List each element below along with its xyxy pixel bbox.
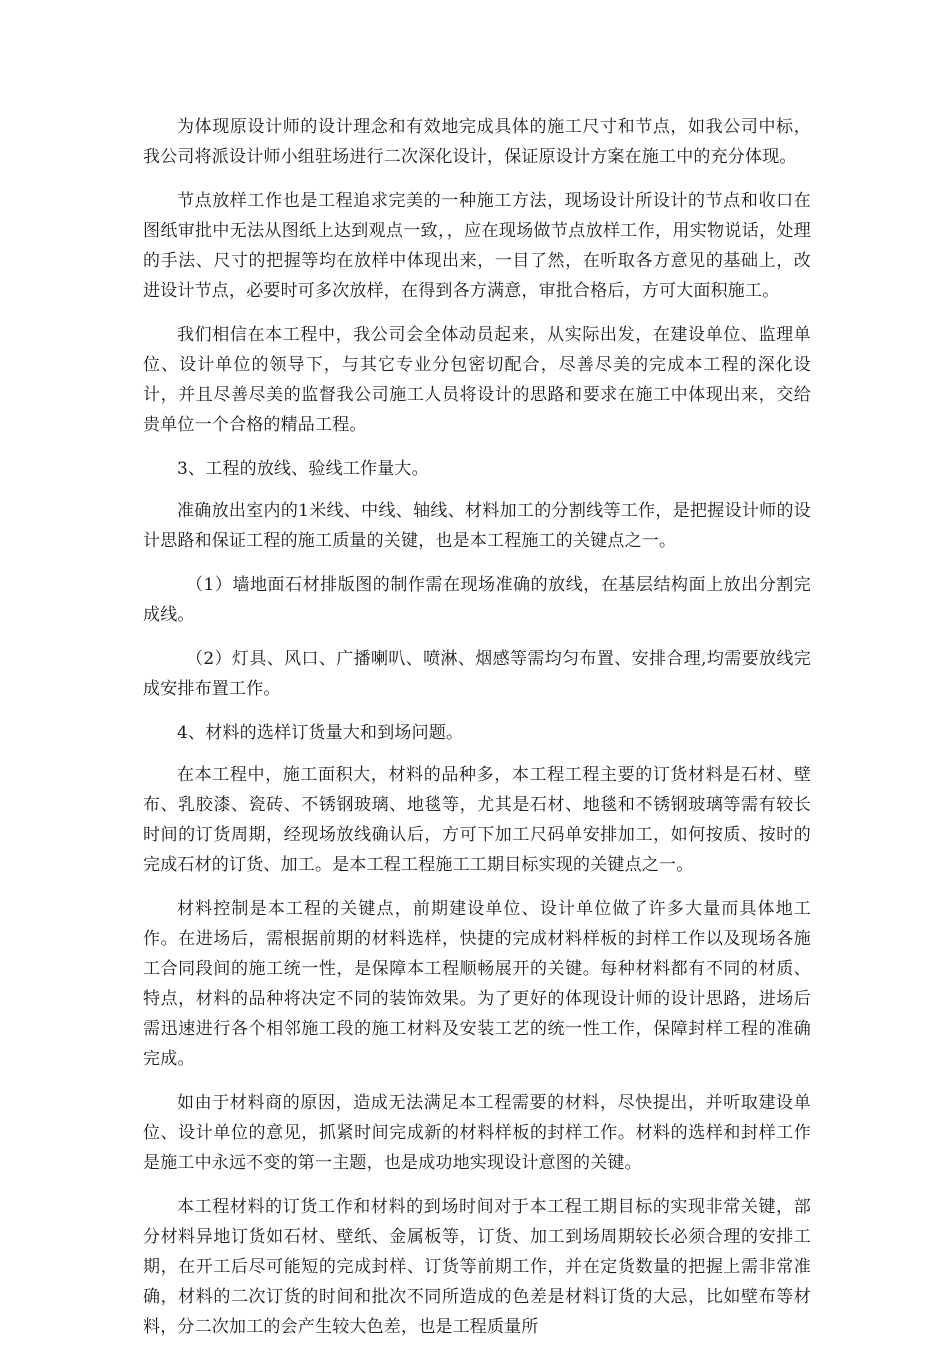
paragraph-design-concept: 为体现原设计师的设计理念和有效地完成具体的施工尺寸和节点，如我公司中标，我公司将派设计师小组驻场进行二次深化设计，保证原设计方案在施工中的充分体现。 [143,117,811,167]
paragraph-node-sampling: 节点放样工作也是工程追求完美的一种施工方法，现场设计所设计的节点和收口在图纸审批中无法从图纸上达到观点一致，，应在现场做节点放样工作，用实物说话，处理的手法、尺寸的把握等均在放样中体现出来，一目了然，在听取各方意见的基础上，改进设计节点，必要时可多次放样，在得到各方满意，审批合格后，方可大面积施工。 [143,191,811,301]
heading-material-ordering: 4、材料的选样订货量大和到场问题。 [177,723,464,743]
list-item-stone-layout: （1）墙地面石材排版图的制作需在现场准确的放线，在基层结构面上放出分割完成线。 [143,575,811,625]
list-item-fixtures-layout: （2）灯具、风口、广播喇叭、喷淋、烟感等需均匀布置、安排合理,均需要放线完成安排布置工作。 [143,649,811,699]
paragraph-order-timing: 本工程材料的订货工作和材料的到场时间对于本工程工期目标的实现非常关键，部分材料异地订货如石材、壁纸、金属板等，订货、加工到场周期较长必须合理的安排工期，在开工后尽可能短的完成封样、订货等前期工作，并在定货数量的把握上需非常准确，材料的二次订货的时间和批次不同所造成的色差是材料订货的大忌，比如壁布等材料，分二次加工的会产生较大色差，也是工程质量所 [143,1197,811,1337]
heading-layout-lines: 3、工程的放线、验线工作量大。 [177,459,429,479]
paragraph-supplier-issues: 如由于材料商的原因，造成无法满足本工程需要的材料，尽快提出，并听取建设单位、设计单位的意见，抓紧时间完成新的材料样板的封样工作。材料的选样和封样工作是施工中永远不变的第一主题，也是成功地实现设计意图的关键。 [143,1093,811,1173]
paragraph-layout-lines: 准确放出室内的1米线、中线、轴线、材料加工的分割线等工作，是把握设计师的设计思路和保证工程的施工质量的关键，也是本工程施工的关键点之一。 [143,501,811,551]
paragraph-material-control: 材料控制是本工程的关键点，前期建设单位、设计单位做了许多大量而具体地工作。在进场后，需根据前期的材料选样，快捷的完成材料样板的封样工作以及现场各施工合同段间的施工统一性，是保障本工程顺畅展开的关键。每种材料都有不同的材质、特点，材料的品种将决定不同的装饰效果。为了更好的体现设计师的设计思路，进场后需迅速进行各个相邻施工段的施工材料及安装工艺的统一性工作，保障封样工程的准确完成。 [143,899,811,1069]
paragraph-material-ordering: 在本工程中，施工面积大，材料的品种多，本工程工程主要的订货材料是石材、壁布、乳胶漆、瓷砖、不锈钢玻璃、地毯等，尤其是石材、地毯和不锈钢玻璃等需有较长时间的订货周期，经现场放线确认后，方可下加工尺码单安排加工，如何按质、按时的完成石材的订货、加工。是本工程工程施工工期目标实现的关键点之一。 [143,765,811,875]
document-page [143,112,811,1356]
paragraph-commitment: 我们相信在本工程中，我公司会全体动员起来，从实际出发，在建设单位、监理单位、设计单位的领导下，与其它专业分包密切配合，尽善尽美的完成本工程的深化设计，并且尽善尽美的监督我公司施工人员将设计的思路和要求在施工中体现出来，交给贵单位一个合格的精品工程。 [143,325,811,435]
